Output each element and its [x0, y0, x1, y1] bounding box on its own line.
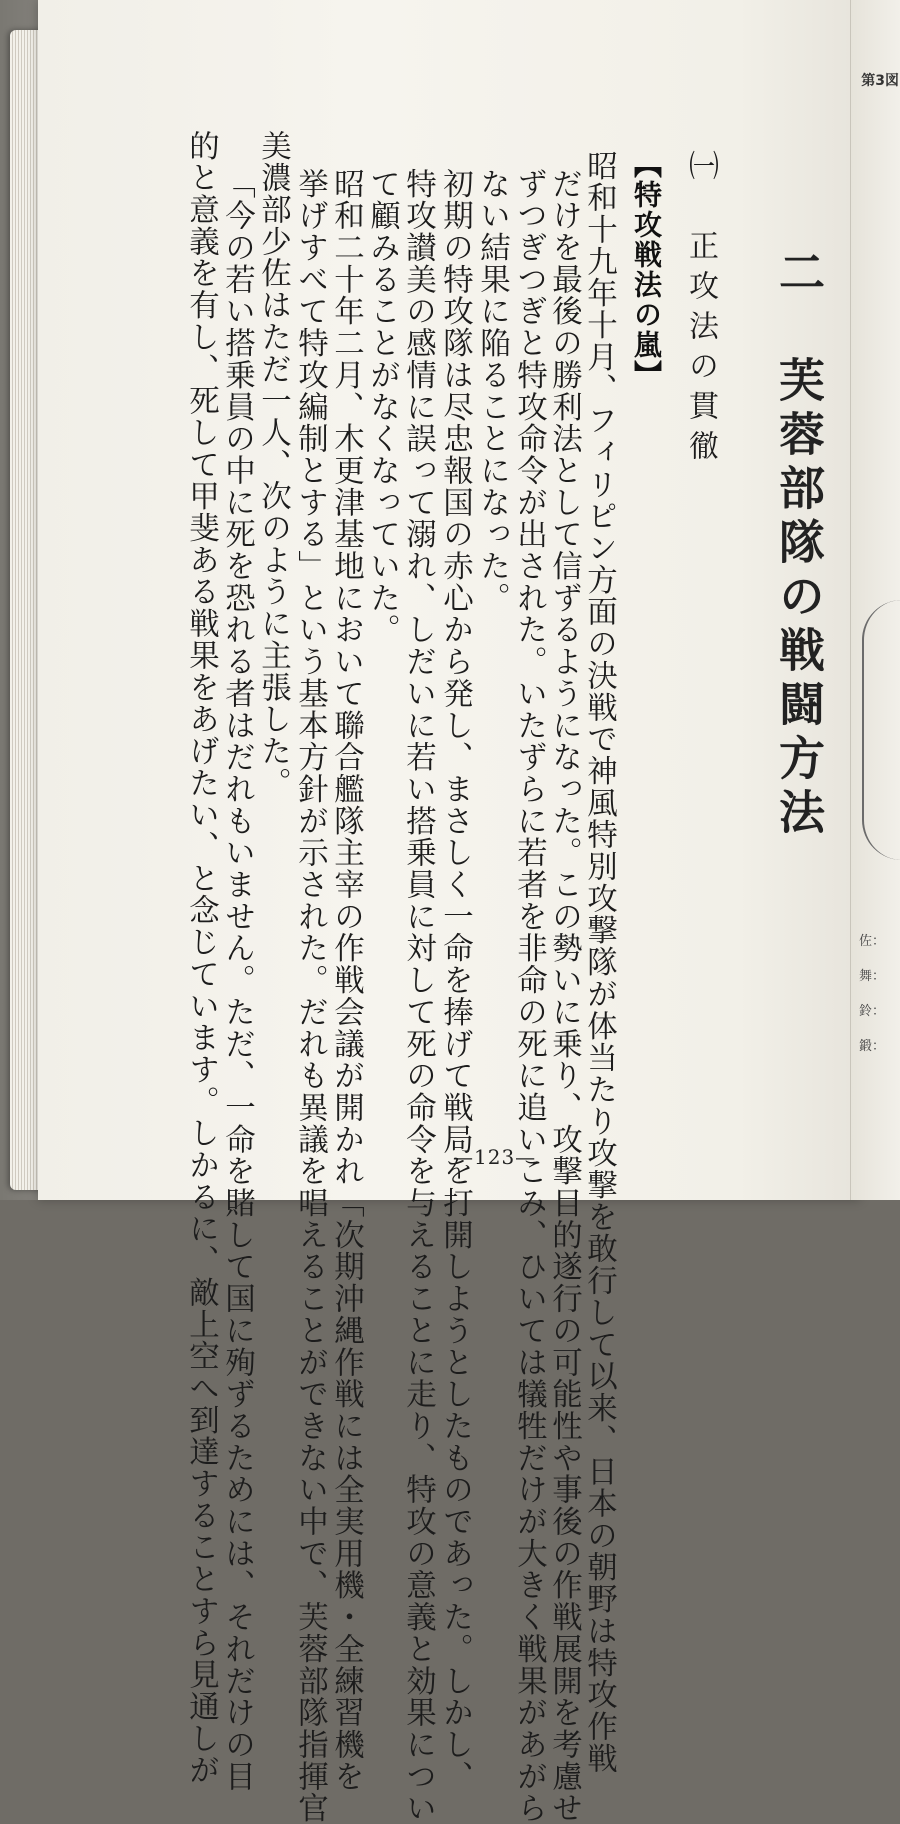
next-page-label: 鈴： [859, 1004, 886, 1019]
body-text-line: て顧みることがなくなっていた。 [364, 168, 400, 646]
body-text-line: 初期の特攻隊は尽忠報国の赤心から発し、まさしく一命を捧げて戦局を打開しようとしたものであった。しかし、 [437, 168, 473, 1793]
body-text-line: ない結果に陥ることになった。 [474, 168, 510, 614]
next-page-figure-line [862, 600, 900, 860]
body-text-line: 昭和二十年二月、木更津基地において聯合艦隊主宰の作戦会議が開かれ「次期沖縄作戦には全実用機・全練習機を [328, 168, 364, 1793]
book-page [38, 0, 860, 1824]
body-text-line: 挙げすべて特攻編制とする」という基本方針が示された。だれも異議を唱えることができない中で、芙蓉部隊指揮官 [292, 168, 328, 1824]
next-page-label: 鍛： [859, 1039, 886, 1054]
body-text-line: 「今の若い搭乗員の中に死を恐れる者はだれもいません。ただ、一命を賭して国に殉ずるためには、それだけの目 [219, 168, 255, 1793]
next-page-label: 舞： [859, 969, 886, 984]
subheading: ㈠ 正攻法の貫徹 [683, 150, 718, 470]
next-page-label: 佐： [859, 934, 886, 949]
next-page-labels [859, 930, 900, 1054]
body-text-line: 特攻讃美の感情に誤って溺れ、しだいに若い搭乗員に対して死の命令を与えることに走り、特攻の意義と効果につい [400, 168, 436, 1824]
body-text-line: 的と意義を有し、死して甲斐ある戦果をあげたい、と念じています。しかるに、敵上空へ到達することすら見通しが [183, 130, 219, 1787]
body-text-line: 昭和十九年十月、フィリピン方面の決戦で神風特別攻撃隊が体当たり攻撃を敢行して以来、日本の朝野は特攻作戦 [581, 150, 617, 1775]
body-text-line: 美濃部少佐はただ一人、次のように主張した。 [255, 130, 291, 799]
next-page-chapter: 第3図 [861, 73, 899, 89]
body-text-line: ずつぎつぎと特攻命令が出された。いたずらに若者を非命の死に追いこみ、ひいては犠牲だけが大きく戦果があがら [511, 168, 547, 1824]
body-text-line: だけを最後の勝利法として信ずるようになった。この勢いに乗り、攻撃目的遂行の可能性や事後の作戦展開を考慮せ [546, 168, 582, 1824]
boxed-topic-label: 【特攻戦法の嵐】 [630, 150, 663, 390]
section-title: 二 芙蓉部隊の戦闘方法 [772, 248, 826, 842]
page-number: —123— [453, 1145, 537, 1169]
